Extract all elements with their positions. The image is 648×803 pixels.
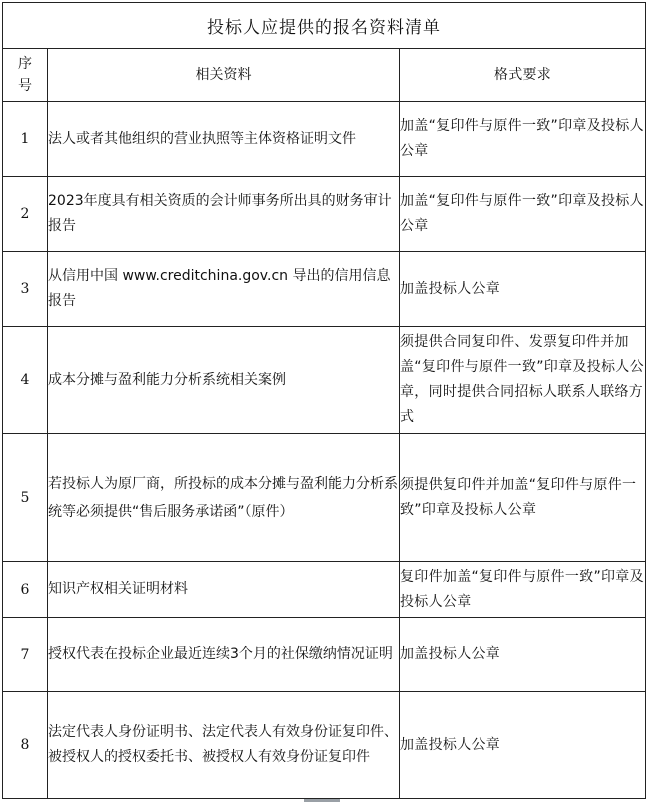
page-edge-mark	[304, 799, 340, 802]
row-requirement: 加盖投标人公章	[400, 252, 646, 327]
row-requirement: 加盖“复印件与原件一致”印章及投标人公章	[400, 102, 646, 177]
header-seq	[3, 49, 48, 102]
row-requirement: 须提供合同复印件、发票复印件并加盖“复印件与原件一致”印章及投标人公章，同时提供合同招标人联系人联络方式	[400, 327, 646, 434]
table-row	[3, 252, 646, 327]
row-seq: 6	[3, 562, 48, 618]
header-row	[3, 49, 646, 102]
header-seq-label: 序号	[18, 56, 32, 94]
row-requirement: 须提供复印件并加盖“复印件与原件一致”印章及投标人公章	[400, 434, 646, 562]
table-row	[3, 102, 646, 177]
row-material: 授权代表在投标企业最近连续3个月的社保缴纳情况证明	[48, 618, 400, 692]
table-row	[3, 177, 646, 252]
header-requirements: 格式要求	[400, 49, 646, 102]
row-material: 从信用中国 www.creditchina.gov.cn 导出的信用信息报告	[48, 252, 400, 327]
row-requirement: 加盖投标人公章	[400, 692, 646, 799]
row-seq: 2	[3, 177, 48, 252]
row-material: 法人或者其他组织的营业执照等主体资格证明文件	[48, 102, 400, 177]
table-row	[3, 618, 646, 692]
header-materials: 相关资料	[48, 49, 400, 102]
row-seq: 8	[3, 692, 48, 799]
row-material: 知识产权相关证明材料	[48, 562, 400, 618]
table-row	[3, 692, 646, 799]
table-row	[3, 562, 646, 618]
row-seq: 5	[3, 434, 48, 562]
row-requirement: 加盖“复印件与原件一致”印章及投标人公章	[400, 177, 646, 252]
row-requirement: 加盖投标人公章	[400, 618, 646, 692]
row-material: 法定代表人身份证明书、法定代表人有效身份证复印件、被授权人的授权委托书、被授权人有效身份证复印件	[48, 692, 400, 799]
row-material: 成本分摊与盈利能力分析系统相关案例	[48, 327, 400, 434]
row-requirement: 复印件加盖“复印件与原件一致”印章及投标人公章	[400, 562, 646, 618]
row-seq: 3	[3, 252, 48, 327]
registration-materials-table	[2, 2, 646, 799]
row-material: 若投标人为原厂商，所投标的成本分摊与盈利能力分析系统等必须提供“售后服务承诺函”（原件）	[48, 434, 400, 562]
table-row	[3, 327, 646, 434]
row-material: 2023年度具有相关资质的会计师事务所出具的财务审计报告	[48, 177, 400, 252]
table-row	[3, 434, 646, 562]
table-title: 投标人应提供的报名资料清单	[3, 3, 646, 49]
row-seq: 7	[3, 618, 48, 692]
row-seq: 4	[3, 327, 48, 434]
row-seq: 1	[3, 102, 48, 177]
